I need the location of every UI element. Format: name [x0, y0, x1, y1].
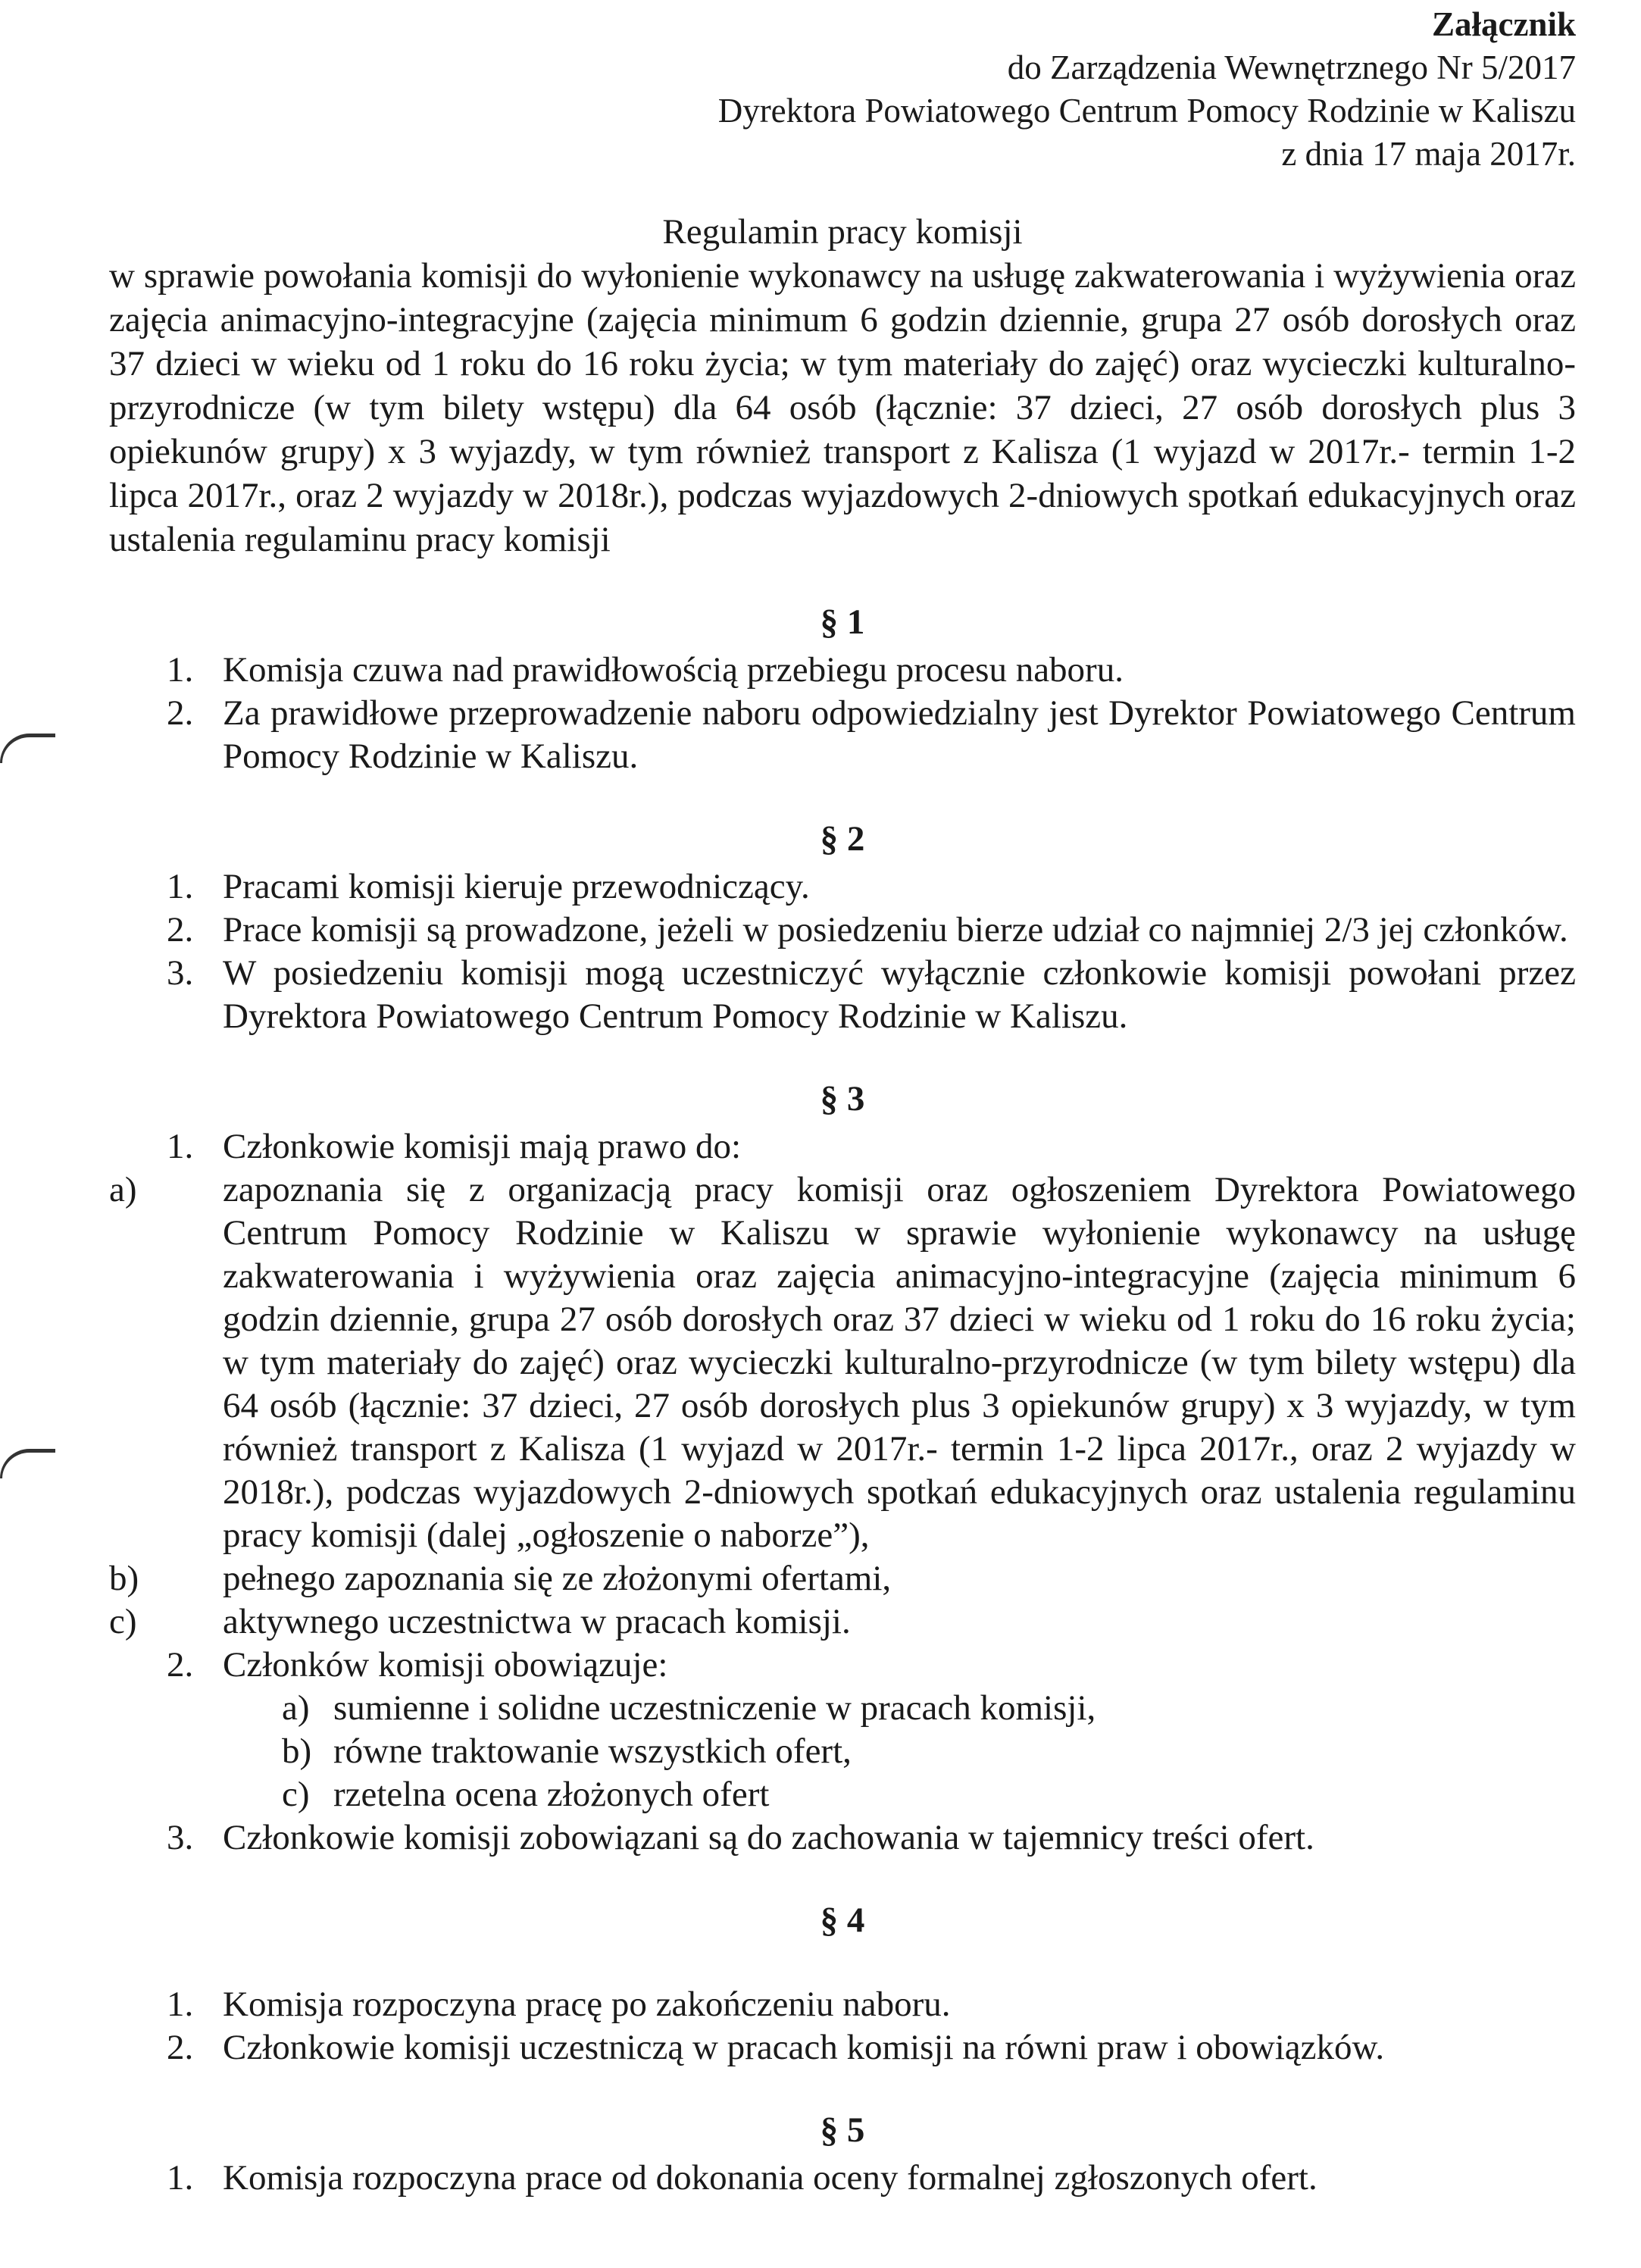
item-number: 2. [167, 2028, 194, 2067]
list-item [109, 649, 1576, 692]
list-item [109, 2026, 1576, 2069]
item-number: 2. [167, 693, 194, 733]
sub-list-item [109, 1687, 1576, 1730]
list-item [109, 2157, 1576, 2200]
section-4 [109, 1899, 1576, 2069]
item-text: pełnego zapoznania się ze złożonymi ofertami, [223, 1559, 892, 1598]
item-text: Członkowie komisji uczestniczą w pracach komisji na równi praw i obowiązków. [223, 2028, 1385, 2067]
item-text: Za prawidłowe przeprowadzenie naboru odpowiedzialny jest Dyrektor Powiatowego Centrum Pomocy Rodzinie w Kaliszu. [223, 693, 1576, 776]
attachment-line-date: z dnia 17 maja 2017r. [1281, 135, 1576, 173]
list-item [109, 952, 1576, 1038]
item-text: Komisja czuwa nad prawidłowością przebiegu procesu naboru. [223, 650, 1124, 690]
list-item [109, 1983, 1576, 2026]
section-1 [109, 601, 1576, 778]
item-number: 2. [167, 1645, 194, 1685]
item-number: 1. [167, 650, 194, 690]
item-text: Członkowie komisji zobowiązani są do zachowania w tajemnicy treści ofert. [223, 1818, 1314, 1857]
section-5 [109, 2109, 1576, 2200]
document-intro: w sprawie powołania komisji do wyłonienie wykonawcy na usługę zakwaterowania i wyżywienia oraz zajęcia animacyjno-integracyjne (zajęcia minimum 6 godzin dziennie, grupa 27 osób dorosłych oraz 37 dzieci w wieku od 1 roku do 16 roku życia; w tym materiały do zajęć) oraz wycieczki kulturalno-przyrodnicze (w tym bilety wstępu) dla 64 osób (łącznie: 37 dzieci, 27 osób dorosłych plus 3 opiekunów grupy) x 3 wyjazdy, w tym również transport z Kalisza (1 wyjazd w 2017r.- termin 1-2 lipca 2017r., oraz 2 wyjazdy w 2018r.), podczas wyjazdowych 2-dniowych spotkań edukacyjnych oraz ustalenia regulaminu pracy komisji [109, 256, 1576, 559]
sub-list-item [109, 1730, 1576, 1773]
section-heading: § 2 [820, 819, 865, 859]
punch-hole-mark-bottom [0, 1449, 55, 1478]
item-letter: c) [109, 1602, 137, 1641]
attachment-header [109, 0, 1576, 176]
item-text: Członkowie komisji mają prawo do: [223, 1127, 742, 1166]
list-item [109, 1168, 1576, 1557]
subitem-text: rzetelna ocena złożonych ofert [333, 1775, 770, 1814]
item-text: Komisja rozpoczyna prace od dokonania oceny formalnej zgłoszonych ofert. [223, 2158, 1317, 2198]
item-text: Członków komisji obowiązuje: [223, 1645, 668, 1685]
list-item [109, 692, 1576, 778]
list-item [109, 1600, 1576, 1644]
list-item [109, 909, 1576, 952]
section-3 [109, 1078, 1576, 1860]
attachment-line-order: do Zarządzenia Wewnętrznego Nr 5/2017 [1007, 48, 1576, 86]
section-heading: § 4 [820, 1900, 865, 1940]
sub-list-item [109, 1773, 1576, 1816]
item-number: 2. [167, 910, 194, 949]
subitem-text: sumienne i solidne uczestniczenie w pracach komisji, [333, 1688, 1096, 1728]
subitem-letter: a) [282, 1688, 310, 1728]
section-heading: § 3 [820, 1079, 865, 1118]
item-letter: a) [109, 1170, 137, 1209]
item-number: 3. [167, 1818, 194, 1857]
subitem-text: równe traktowanie wszystkich ofert, [333, 1732, 852, 1771]
item-number: 3. [167, 953, 194, 993]
subitem-letter: c) [282, 1775, 310, 1814]
attachment-title: Załącznik [1431, 5, 1576, 43]
item-letter: b) [109, 1559, 139, 1598]
list-item [109, 1644, 1576, 1687]
item-text: Prace komisji są prowadzone, jeżeli w posiedzeniu bierze udział co najmniej 2/3 jej członków. [223, 910, 1568, 949]
list-item [109, 1816, 1576, 1860]
item-text: zapoznania się z organizacją pracy komisji oraz ogłoszeniem Dyrektora Powiatowego Centrum Pomocy Rodzinie w Kaliszu w sprawie wyłonienie wykonawcy na usługę zakwaterowania i wyżywienia oraz zajęcia animacyjno-integracyjne (zajęcia minimum 6 godzin dziennie, grupa 27 osób dorosłych oraz 37 dzieci w wieku od 1 roku do 16 roku życia; w tym materiały do zajęć) oraz wycieczki kulturalno-przyrodnicze (w tym bilety wstępu) dla 64 osób (łącznie: 37 dzieci, 27 osób dorosłych plus 3 opiekunów grupy) x 3 wyjazdy, w tym również transport z Kalisza (1 wyjazd w 2017r.- termin 1-2 lipca 2017r., oraz 2 wyjazdy w 2018r.), podczas wyjazdowych 2-dniowych spotkań edukacyjnych oraz ustalenia regulaminu pracy komisji (dalej „ogłoszenie o naborze”), [223, 1170, 1576, 1555]
item-number: 1. [167, 2158, 194, 2198]
item-text: aktywnego uczestnictwa w pracach komisji. [223, 1602, 851, 1641]
attachment-line-issuer: Dyrektora Powiatowego Centrum Pomocy Rodzinie w Kaliszu [717, 92, 1576, 130]
item-number: 1. [167, 1985, 194, 2024]
section-heading: § 1 [820, 602, 865, 642]
item-text: Komisja rozpoczyna pracę po zakończeniu naboru. [223, 1985, 951, 2024]
document-title: Regulamin pracy komisji [662, 212, 1023, 252]
section-2 [109, 818, 1576, 1038]
item-text: Pracami komisji kieruje przewodniczący. [223, 867, 810, 906]
subitem-letter: b) [282, 1732, 312, 1771]
list-item [109, 865, 1576, 909]
list-item [109, 1125, 1576, 1168]
item-number: 1. [167, 1127, 194, 1166]
punch-hole-mark-top [0, 734, 55, 763]
section-heading: § 5 [820, 2110, 865, 2150]
list-item [109, 1557, 1576, 1600]
item-text: W posiedzeniu komisji mogą uczestniczyć wyłącznie członkowie komisji powołani przez Dyrektora Powiatowego Centrum Pomocy Rodzinie w Kaliszu. [223, 953, 1576, 1036]
item-number: 1. [167, 867, 194, 906]
